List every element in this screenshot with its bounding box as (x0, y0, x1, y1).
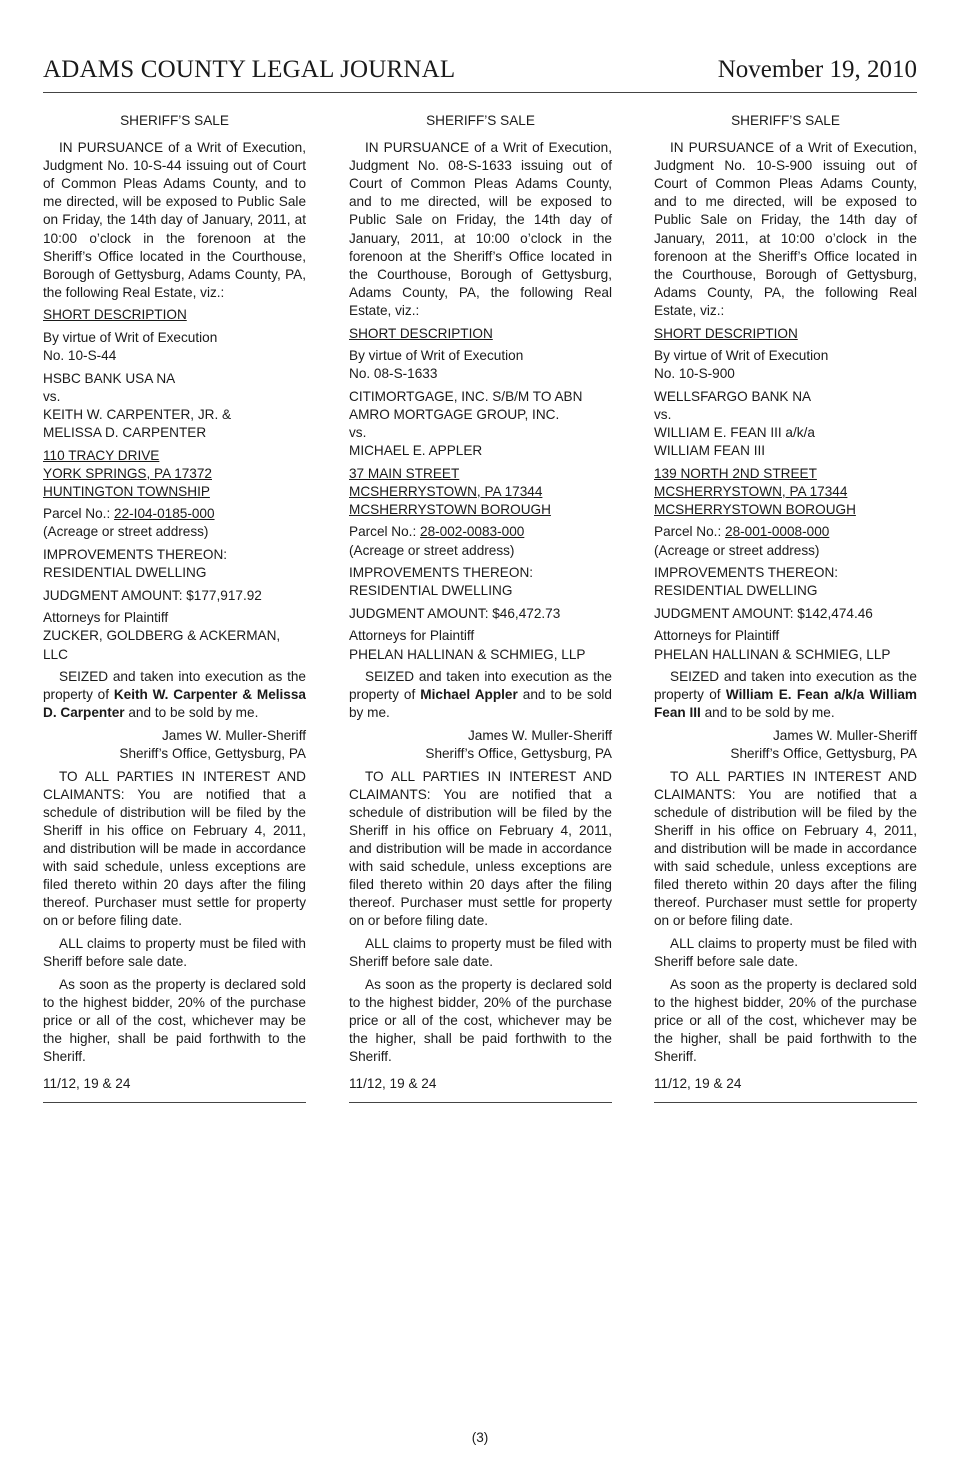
property-municipality: HUNTINGTON TOWNSHIP (43, 483, 210, 499)
seized-statement: SEIZED and taken into execution as the property of William E. Fean a/k/a William Fean III and to be sold by me. (654, 669, 917, 721)
attorneys-label: Attorneys for Plaintiff (349, 628, 475, 644)
property-owner: Michael Appler (420, 687, 518, 703)
property-address-street: 110 TRACY DRIVE (43, 447, 160, 463)
property-address-city: MCSHERRYSTOWN, PA 17344 (654, 483, 848, 499)
sheriff-name: James W. Muller-Sheriff (161, 727, 306, 743)
property-owner: William E. Fean a/k/a William Fean III (654, 687, 917, 721)
attorneys-label: Attorneys for Plaintiff (654, 628, 780, 644)
notice-divider (349, 1102, 612, 1103)
notice-divider (43, 1102, 306, 1103)
parcel-label: Parcel No.: (654, 524, 726, 540)
parties-notice: TO ALL PARTIES IN INTEREST AND CLAIMANTS: You are notified that a schedule of distribution will be filed by the Sheriff in his office on February 4, 2011, and distribution will be made in accordance with said schedule, unless exceptions are filed thereto within 20 days after the filing thereof. Purchaser must settle for property on or before filing date. (654, 768, 917, 929)
improvements-label: IMPROVEMENTS THEREON: (654, 565, 839, 581)
acreage-note: (Acreage or street address) (43, 524, 209, 540)
attorneys-name: ZUCKER, GOLDBERG & ACKERMAN, LLC (43, 628, 281, 662)
improvements-value: RESIDENTIAL DWELLING (43, 565, 207, 581)
publication-dates: 11/12, 19 & 24 (654, 1076, 742, 1092)
parcel-line (349, 523, 612, 541)
journal-title: ADAMS COUNTY LEGAL JOURNAL (43, 56, 456, 83)
notice-intro: IN PURSUANCE of a Writ of Execution, Judgment No. 08-S-1633 issuing out of Court of Common Pleas Adams County, and to me directed, will be exposed to Public Sale on Friday, the 14th day of January, 2011, at 10:00 o’clock in the forenoon at the Sheriff’s Office located in the Courthouse, Borough of Gettysburg, Adams County, PA, the following Real Estate, viz.: (349, 140, 612, 318)
writ-line: By virtue of Writ of Execution (349, 348, 524, 364)
property-municipality: MCSHERRYSTOWN BOROUGH (654, 501, 856, 517)
page-number: (3) (471, 1430, 489, 1445)
property-owner: Keith W. Carpenter & Melissa D. Carpenter (43, 687, 306, 721)
writ-number: No. 10-S-900 (654, 366, 735, 382)
sheriff-sale-notice (654, 112, 917, 1103)
notice-heading: SHERIFF’S SALE (731, 113, 840, 128)
bidder-notice: As soon as the property is declared sold to the highest bidder, 20% of the purchase price or all of the cost, whichever may be the higher, shall be paid forthwith to the Sheriff. (43, 976, 306, 1064)
claims-notice: ALL claims to property must be filed with Sheriff before sale date. (349, 935, 612, 970)
parcel-number: 28-001-0008-000 (725, 524, 830, 540)
defendant-line-2: MELISSA D. CARPENTER (43, 425, 207, 440)
acreage-note: (Acreage or street address) (654, 542, 820, 558)
attorneys-name: PHELAN HALLINAN & SCHMIEG, LLP (349, 646, 586, 662)
publication-dates: 11/12, 19 & 24 (349, 1076, 437, 1092)
attorneys-name: PHELAN HALLINAN & SCHMIEG, LLP (654, 646, 891, 662)
improvements-value: RESIDENTIAL DWELLING (349, 583, 513, 599)
defendant-line-1: KEITH W. CARPENTER, JR. & (43, 406, 232, 422)
attorneys-label: Attorneys for Plaintiff (43, 610, 169, 626)
property-address-street: 37 MAIN STREET (349, 465, 460, 481)
sheriff-name: James W. Muller-Sheriff (467, 727, 612, 743)
issue-date: November 19, 2010 (717, 56, 917, 83)
improvements-label: IMPROVEMENTS THEREON: (349, 565, 534, 581)
sheriff-sale-notice (43, 112, 306, 1103)
property-address-city: MCSHERRYSTOWN, PA 17344 (349, 483, 543, 499)
notice-divider (654, 1102, 917, 1103)
sheriff-office: Sheriff’s Office, Gettysburg, PA (119, 746, 306, 761)
notice-intro: IN PURSUANCE of a Writ of Execution, Judgment No. 10-S-900 issuing out of Court of Common Pleas Adams County, and to me directed, will be exposed to Public Sale on Friday, the 14th day of January, 2011, at 10:00 o’clock in the forenoon at the Sheriff’s Office located in the Courthouse, Borough of Gettysburg, Adams County, PA, the following Real Estate, viz.: (654, 140, 917, 318)
defendant-line-2: WILLIAM FEAN III (654, 443, 766, 459)
page-header (43, 52, 917, 93)
claims-notice: ALL claims to property must be filed with Sheriff before sale date. (654, 935, 917, 970)
acreage-note: (Acreage or street address) (349, 542, 515, 558)
short-description-label: SHORT DESCRIPTION (43, 307, 187, 323)
publication-dates: 11/12, 19 & 24 (43, 1076, 131, 1092)
notice-heading: SHERIFF’S SALE (120, 113, 229, 128)
writ-line: By virtue of Writ of Execution (43, 330, 218, 346)
property-address-street: 139 NORTH 2ND STREET (654, 465, 817, 481)
versus: vs. (43, 388, 61, 404)
parcel-line (654, 523, 917, 541)
defendant-line-1: WILLIAM E. FEAN III a/k/a (654, 425, 815, 440)
notice-intro: IN PURSUANCE of a Writ of Execution, Judgment No. 10-S-44 issuing out of Court of Common Pleas Adams County, and to me directed, will be exposed to Public Sale on Friday, the 14th day of January, 2011, at 10:00 o’clock in the forenoon at the Sheriff’s Office located in the Courthouse, Borough of Gettysburg, Adams County, PA, the following Real Estate, viz.: (43, 140, 306, 300)
writ-line: By virtue of Writ of Execution (654, 348, 829, 364)
sheriff-sale-notice (349, 112, 612, 1103)
plaintiff: CITIMORTGAGE, INC. S/B/M TO ABN AMRO MORTGAGE GROUP, INC. (349, 388, 583, 422)
sheriff-name: James W. Muller-Sheriff (772, 727, 917, 743)
claims-notice: ALL claims to property must be filed with Sheriff before sale date. (43, 935, 306, 970)
parcel-number: 22-I04-0185-000 (114, 506, 215, 522)
parties-notice: TO ALL PARTIES IN INTEREST AND CLAIMANTS: You are notified that a schedule of distribution will be filed by the Sheriff in his office on February 4, 2011, and distribution will be made in accordance with said schedule, unless exceptions are filed thereto within 20 days after the filing thereof. Purchaser must settle for property on or before filing date. (43, 768, 306, 929)
short-description-label: SHORT DESCRIPTION (349, 325, 493, 341)
judgment-amount: JUDGMENT AMOUNT: $46,472.73 (349, 605, 561, 621)
seized-statement: SEIZED and taken into execution as the property of Keith W. Carpenter & Melissa D. Carpenter and to be sold by me. (43, 669, 306, 721)
plaintiff: HSBC BANK USA NA (43, 370, 176, 386)
parcel-label: Parcel No.: (349, 524, 421, 540)
property-address-city: YORK SPRINGS, PA 17372 (43, 465, 212, 481)
parties-notice: TO ALL PARTIES IN INTEREST AND CLAIMANTS: You are notified that a schedule of distribution will be filed by the Sheriff in his office on February 4, 2011, and distribution will be made in accordance with said schedule, unless exceptions are filed thereto within 20 days after the filing thereof. Purchaser must settle for property on or before filing date. (349, 768, 612, 929)
versus: vs. (654, 406, 672, 422)
short-description-label: SHORT DESCRIPTION (654, 325, 798, 341)
sheriff-office: Sheriff’s Office, Gettysburg, PA (425, 746, 612, 761)
bidder-notice: As soon as the property is declared sold to the highest bidder, 20% of the purchase price or all of the cost, whichever may be the higher, shall be paid forthwith to the Sheriff. (654, 976, 917, 1064)
sheriff-office: Sheriff’s Office, Gettysburg, PA (730, 746, 917, 761)
judgment-amount: JUDGMENT AMOUNT: $177,917.92 (43, 587, 262, 603)
parcel-line (43, 505, 306, 523)
notice-heading: SHERIFF’S SALE (426, 113, 535, 128)
property-municipality: MCSHERRYSTOWN BOROUGH (349, 501, 551, 517)
writ-number: No. 10-S-44 (43, 348, 117, 364)
seized-statement: SEIZED and taken into execution as the property of Michael Appler and to be sold by me. (349, 669, 612, 721)
bidder-notice: As soon as the property is declared sold to the highest bidder, 20% of the purchase price or all of the cost, whichever may be the higher, shall be paid forthwith to the Sheriff. (349, 976, 612, 1064)
versus: vs. (349, 425, 367, 440)
improvements-value: RESIDENTIAL DWELLING (654, 583, 818, 599)
writ-number: No. 08-S-1633 (349, 366, 438, 382)
defendant-line-1: MICHAEL E. APPLER (349, 443, 483, 459)
improvements-label: IMPROVEMENTS THEREON: (43, 547, 228, 563)
parcel-number: 28-002-0083-000 (420, 524, 525, 540)
plaintiff: WELLSFARGO BANK NA (654, 388, 812, 404)
parcel-label: Parcel No.: (43, 506, 115, 522)
judgment-amount: JUDGMENT AMOUNT: $142,474.46 (654, 605, 873, 621)
